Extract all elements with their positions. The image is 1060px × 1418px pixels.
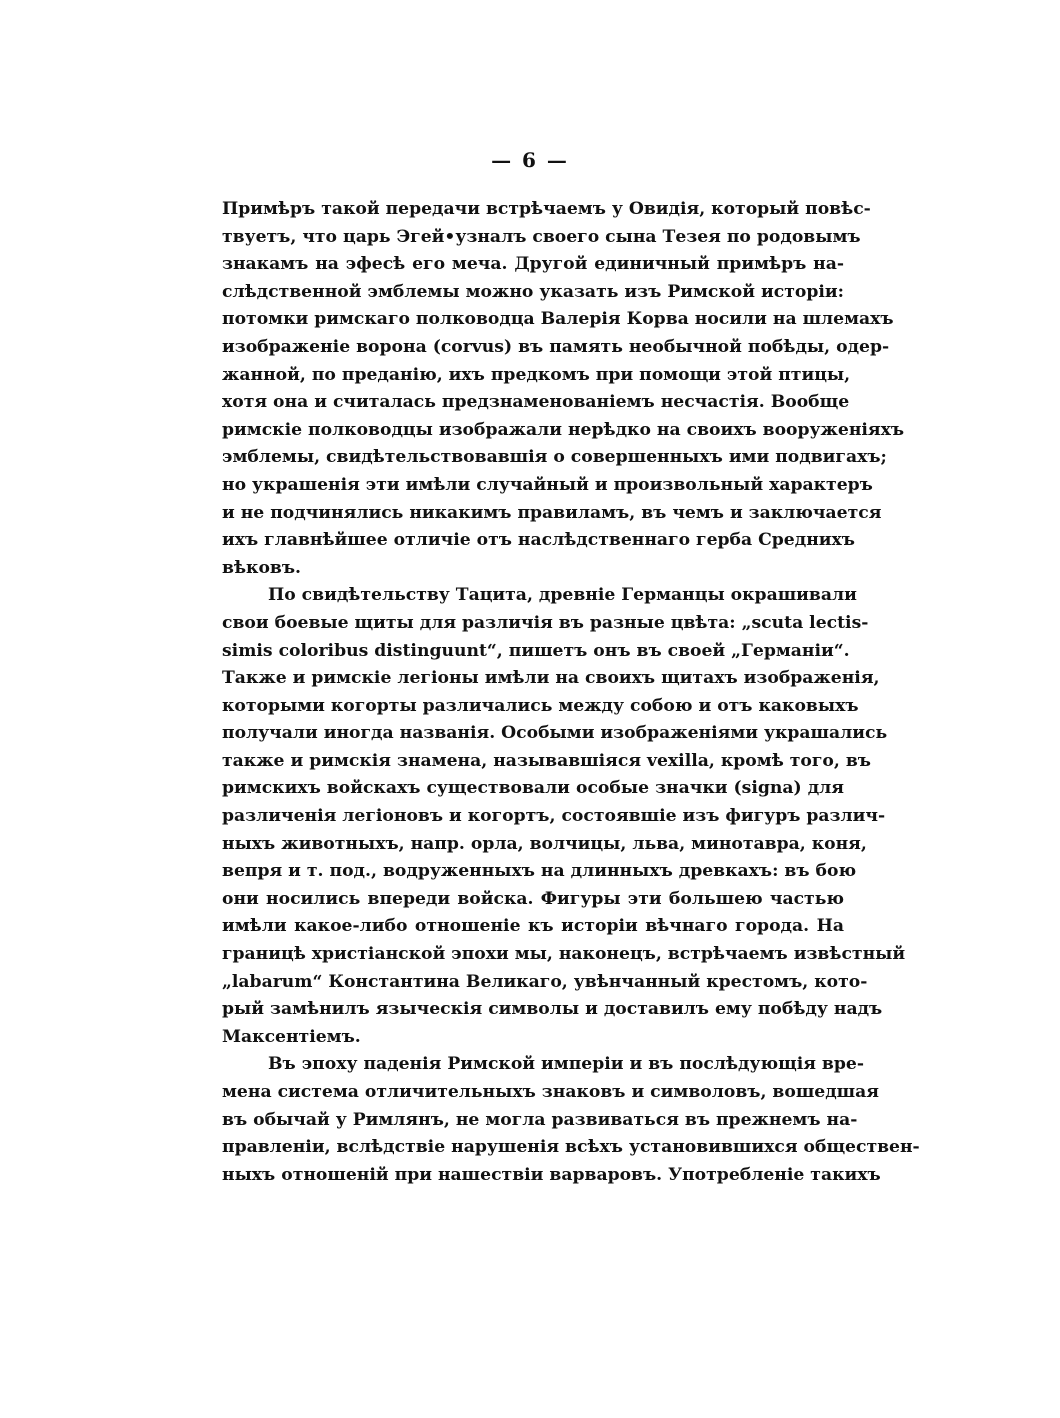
text-line: свои боевые щиты для различія въ разные цвѣта: „scuta lectis-: [222, 612, 869, 633]
text-line: Также и римскіе легіоны имѣли на своихъ щитахъ изображенія,: [222, 668, 880, 689]
text-line: твуетъ, что царь Эгей•узналъ своего сына Тезея по родовымъ: [222, 226, 861, 247]
text-line: также и римскія знамена, называвшіяся vexilla, кромѣ того, въ: [222, 750, 871, 771]
text-line: жанной, по преданію, ихъ предкомъ при помощи этой птицы,: [222, 364, 851, 385]
text-line: „labarum“ Константина Великаго, увѣнчанный крестомъ, кото-: [222, 971, 868, 992]
text-line: они носились впереди войска. Фигуры эти большею частью: [222, 888, 844, 909]
text-line: знакамъ на эфесѣ его меча. Другой единичный примѣръ на-: [222, 254, 844, 275]
text-line: вепря и т. под., водруженныхъ на длинныхъ древкахъ: въ бою: [222, 861, 857, 882]
text-line: эмблемы, свидѣтельствовавшія о совершенныхъ ими подвигахъ;: [222, 447, 887, 468]
text-line: римскихъ войскахъ существовали особые значки (signa) для: [222, 778, 844, 799]
paragraph: [222, 196, 905, 582]
text-line: имѣли какое-либо отношеніе къ исторіи вѣчнаго города. На: [222, 916, 844, 937]
text-line: рый замѣнилъ языческія символы и доставилъ ему побѣду надъ: [222, 999, 883, 1020]
text-line: римскіе полководцы изображали нерѣдко на своихъ вооруженіяхъ: [222, 419, 905, 440]
text-line: simis coloribus distinguunt“, пишетъ онъ въ своей „Германіи“.: [222, 640, 850, 661]
body-text: [222, 196, 920, 1189]
text-line: въ обычай у Римлянъ, не могла развиваться въ прежнемъ на-: [222, 1109, 858, 1130]
paragraph: [222, 582, 906, 1051]
text-line: изображеніе ворона (corvus) въ память необычной побѣды, одер-: [222, 336, 890, 357]
text-line: границѣ христіанской эпохи мы, наконецъ, встрѣчаемъ извѣстный: [222, 944, 906, 965]
text-line: потомки римскаго полководца Валерія Корва носили на шлемахъ: [222, 309, 894, 330]
text-line: но украшенія эти имѣли случайный и произвольный характеръ: [222, 474, 873, 495]
text-line: вѣковъ.: [222, 557, 302, 578]
text-line: Максентіемъ.: [222, 1026, 361, 1047]
page-number: — 6 —: [491, 148, 569, 172]
text-line: которыми когорты различались между собою и отъ каковыхъ: [222, 695, 859, 716]
text-line: По свидѣтельству Тацита, древніе Германцы окрашивали: [268, 585, 857, 606]
text-line: Примѣръ такой передачи встрѣчаемъ у Овидія, который повѣс-: [222, 199, 871, 219]
text-line: различенія легіоновъ и когортъ, состоявшіе изъ фигуръ различ-: [222, 806, 886, 827]
text-line: ихъ главнѣйшее отличіе отъ наслѣдственнаго герба Среднихъ: [222, 530, 855, 551]
text-line: ныхъ животныхъ, напр. орла, волчицы, льва, минотавра, коня,: [222, 833, 867, 854]
paragraph: [222, 1051, 920, 1189]
text-line: мена система отличительныхъ знаковъ и символовъ, вошедшая: [222, 1082, 879, 1102]
text-line: правленіи, вслѣдствіе нарушенія всѣхъ установившихся обществен-: [222, 1137, 920, 1158]
text-line: Въ эпоху паденія Римской имперіи и въ послѣдующія вре-: [268, 1054, 864, 1075]
text-line: и не подчинялись никакимъ правиламъ, въ чемъ и заключается: [222, 502, 882, 523]
text-line: хотя она и считалась предзнаменованіемъ несчастія. Вообще: [222, 392, 850, 413]
text-line: ныхъ отношеній при нашествіи варваровъ. Употребленіе такихъ: [222, 1164, 881, 1185]
text-line: слѣдственной эмблемы можно указать изъ Римской исторіи:: [222, 281, 844, 302]
text-line: получали иногда названія. Особыми изображеніями украшались: [222, 723, 888, 744]
